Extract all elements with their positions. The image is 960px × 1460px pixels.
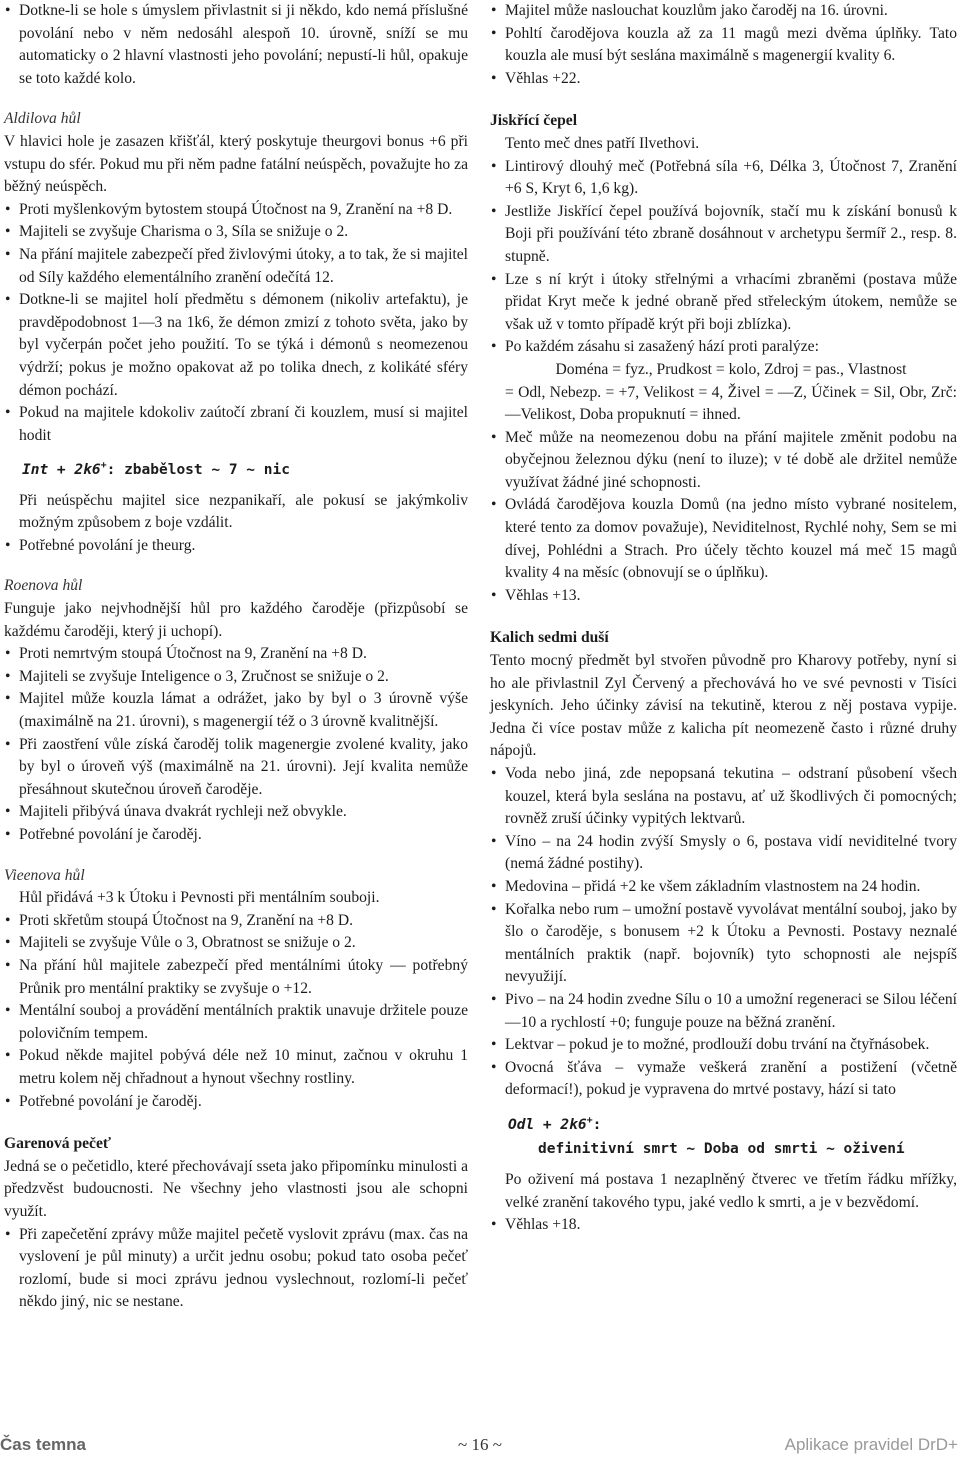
section-title-garen: Garenová pečeť	[4, 1135, 112, 1153]
section-desc: Tento mocný předmět byl stvořen původně pro Kharovy potřeby, nyní si ho ale přivlastnil Zyl Červený a přechovává ho ve své pevnosti v Tisíci jeskyních. Jeho účinky závisí na tekutině, kterou z něj postava vypije. Jedna či více postav může z kalicha pít neomezeně často i různé druhy nápojů.	[490, 652, 957, 760]
section-title-vieen: Vieenova hůl	[4, 866, 85, 884]
list-item: • Pokud někde majitel pobývá déle než 10 minut, začnou v okruhu 1 metru kolem něj chřadnout a hynout všechny rostliny.	[4, 1045, 468, 1090]
roll-formula-end: :	[592, 1116, 602, 1133]
list-item: • Majitel může naslouchat kouzlům jako čaroděj na 16. úrovni.	[490, 0, 957, 23]
list-item: • Ovocná šťáva – vymaže veškerá zranění a postižení (včetně deformací!), pokud je vypravena do mrtvé postavy, hází si tato	[490, 1057, 957, 1102]
section-desc: V hlavici hole je zasazen křišťál, který poskytuje theurgovi bonus +6 při vstupu do sfér. Pokud mu při něm padne fatální neúspěch, považujte ho za běžný neúspěch.	[4, 132, 468, 196]
roll-formula-sup: +	[100, 460, 107, 472]
list-item: • Při zaostření vůle získá čaroděj tolik magenergie zvolené kvality, jako by byl o úroveň výš (maximálně na 21. úrovni). Její kvalita nemůže přesáhnout skutečnou úroveň čaroděje.	[4, 734, 468, 802]
roll-formula	[22, 455, 468, 481]
section-desc: Hůl přidává +3 k Útoku i Pevnosti při mentálním souboji.	[19, 889, 380, 907]
list-item: • Mentální souboj a provádění mentálních praktik unavuje držitele pouze polovičním tempem.	[4, 1000, 468, 1045]
section-title-roen: Roenova hůl	[4, 577, 83, 595]
section-title-jisk: Jiskřící čepel	[490, 112, 578, 130]
aldil-list-end	[4, 535, 468, 558]
list-item: • Potřebné povolání je čaroděj.	[4, 824, 468, 847]
section-desc: Jedná se o pečetidlo, které přechovávají sseta jako připomínku minulosti a předzvěst budoucnosti. Ne všechny jeho vlastnosti jsou ale schopni využít.	[4, 1157, 468, 1220]
roll-formula-start: Int + 2k6	[22, 462, 101, 479]
list-item: • Pohltí čarodějova kouzla až za 11 magů mezi dvěma úplňky. Tato kouzla ale musí být seslána maximálně s magenergií kvality 6.	[490, 23, 957, 68]
list-item: • Víno – na 24 hodin zvýší Smysly o 6, postava vidí neviditelné tvory (nemá žádné postihy).	[490, 831, 957, 876]
roll-formula	[508, 1110, 957, 1136]
roll-formula-end: : zbabělost ~ 7 ~ nic	[106, 462, 290, 479]
section-title-aldil: Aldilova hůl	[4, 110, 81, 128]
list-item: • Proti myšlenkovým bytostem stoupá Útočnost na 9, Zranění na +8 D.	[4, 199, 468, 222]
list-item: • Věhlas +22.	[490, 68, 957, 91]
roll-result-text: Po oživení má postava 1 nezaplněný čtverec ve třetím řádku mřížky, velké zranění takového typu, jaké vedlo k smrti, a je v bezvědomí.	[505, 1170, 957, 1211]
list-item: • Voda nebo jiná, zde nepopsaná tekutina – odstraní působení všech kouzel, která byla seslána na postavu, ať už škodlivých či pomocných; rovněž zruší účinky vypitých lektvarů.	[490, 763, 957, 831]
list-item: • Proti nemrtvým stoupá Útočnost na 9, Zranění na +8 D.	[4, 643, 468, 666]
list-item: • Lektvar – pokud je to možné, prodlouží dobu trvání na čtyřnásobek.	[490, 1034, 957, 1057]
roll-formula-sup: +	[586, 1114, 593, 1126]
list-item: • Potřebné povolání je theurg.	[4, 535, 468, 558]
list-item: • Dotkne-li se majitel holí předmětu s démonem (nikoliv artefaktu), je pravděpodobnost 1—3 na 1k6, že démon zmizí z tohoto světa, jako by byl vyčerpán počet jeho použití. To se týká i démonů s neomezenou výdrží; pokus je možno opakovat až po tolika dnech, z kolikáté sféry démon pochází.	[4, 289, 468, 402]
garen-list	[4, 1224, 468, 1314]
list-item: • Meč může na neomezenou dobu na přání majitele změnit podobu na obyčejnou železnou dýku (není to iluze); v té době ale držitel nemůže využívat žádné jiné schopnosti.	[490, 427, 957, 495]
jisk-list	[490, 156, 957, 359]
list-item: • Věhlas +13.	[490, 585, 957, 608]
list-item: • Majitel může kouzla lámat a odrážet, jako by byl o 3 úrovně výše (maximálně na 21. úrovni), s magenergií též o 3 úrovně kvalitnější.	[4, 688, 468, 733]
section-desc: Funguje jako nejvhodnější hůl pro každého čaroděje (přizpůsobí se každému čaroději, který ji uchopí).	[4, 600, 468, 640]
list-item: • Věhlas +18.	[490, 1214, 957, 1237]
intro-list	[4, 0, 468, 90]
list-item: • Majiteli přibývá únava dvakrát rychleji než obvykle.	[4, 801, 468, 824]
list-item: • Potřebné povolání je čaroděj.	[4, 1091, 468, 1114]
list-item: • Ovládá čarodějova kouzla Domů (na jedno místo vybrané nositelem, které tento za domov považuje), Neviditelnost, Rychlé nohy, Sem se mi dívej, Pohlédni a Strach. Pro účely těchto kouzel má meč 15 magů kvality 4 na měsíc (obnovují se o úplňku).	[490, 494, 957, 584]
page-footer	[0, 1434, 960, 1460]
list-item: • Pivo – na 24 hodin zvedne Sílu o 10 a umožní regeneraci se Silou léčení —10 a rychlostí +0; funguje pouze na běžná zranění.	[490, 989, 957, 1034]
list-item: • Pokud na majitele kdokoliv zaútočí zbraní či kouzlem, musí si majitel hodit	[4, 402, 468, 447]
list-item: • Lintirový dlouhý meč (Potřebná síla +6, Délka 3, Útočnost 7, Zranění +6 S, Kryt 6, 1,6 kg).	[490, 156, 957, 201]
footer-chapter-title: Čas temna	[0, 1435, 86, 1454]
list-item: • Lze s ní krýt i útoky střelnými a vrhacími zbraněmi (postava může přidat Kryt meče k jedné obraně před střeleckým útokem, nemůže se však už v tomto případě krýt při boji zblízka).	[490, 269, 957, 337]
footer-book-title: Aplikace pravidel DrD+	[784, 1435, 958, 1454]
kalich-list-end	[490, 1214, 957, 1237]
list-item: • Majiteli se zvyšuje Vůle o 3, Obratnost se snižuje o 2.	[4, 932, 468, 955]
vieen-list	[4, 910, 468, 1113]
list-item: • Majiteli se zvyšuje Inteligence o 3, Zručnost se snižuje o 2.	[4, 666, 468, 689]
list-item: • Majiteli se zvyšuje Charisma o 3, Síla se snižuje o 2.	[4, 221, 468, 244]
right-column	[490, 0, 957, 1237]
list-item: • Při zapečetění zprávy může majitel pečetě vyslovit zprávu (max. čas na vyslovení je půl minuty) a určit jednu osobu; pokud tato osoba pečeť rozlomí, bude si moci zprávu jednou vyslechnout, rozlomí-li pečeť někdo jiný, nic se nestane.	[4, 1224, 468, 1314]
paralysis-line-1: Doména = fyz., Prudkost = kolo, Zdroj = pas., Vlastnost	[555, 360, 907, 378]
roll-formula-start: Odl + 2k6	[508, 1116, 587, 1133]
left-column	[4, 0, 468, 1314]
list-item: • Na přání hůl majitele zabezpečí před mentálními útoky — potřebný Průnik pro mentální praktiky se zvyšuje o +12.	[4, 955, 468, 1000]
list-item: • Jestliže Jiskřící čepel používá bojovník, stačí mu k získání bonusů k Boji při používání této zbraně dosáhnout v archetypu šermíř 2., resp. 8. stupně.	[490, 201, 957, 269]
roen-list	[4, 643, 468, 846]
section-title-kalich: Kalich sedmi duší	[490, 629, 609, 647]
list-item: • Po každém zásahu si zasažený hází proti paralýze:	[490, 336, 957, 359]
continued-list	[490, 0, 957, 90]
section-desc: Tento meč dnes patří Ilvethovi.	[505, 134, 700, 152]
list-item: • Na přání majitele zabezpečí před živlovými útoky, a to tak, že si majitel od Síly každého elementálního zranění odečítá 12.	[4, 244, 468, 289]
aldil-list	[4, 199, 468, 448]
roll-result-text: Při neúspěchu majitel sice nezpanikaří, ale pokusí se jakýmkoliv možným způsobem z boje vzdálit.	[19, 491, 468, 532]
page-number: ~ 16 ~	[458, 1435, 502, 1454]
kalich-list	[490, 763, 957, 1102]
list-item: • Dotkne-li se hole s úmyslem přivlastnit si ji někdo, kdo nemá příslušné povolání nebo v něm nedosáhl alespoň 10. úrovně, sníží se mu automaticky o 2 hlavní vlastnosti jeho povolání; nepustí-li hůl, opakuje se toto každé kolo.	[4, 0, 468, 90]
list-item: • Kořalka nebo rum – umožní postavě vyvolávat mentální souboj, jako by šlo o čaroděje, s bonusem +2 k Útoku a Pevnosti. Postavy neznalé mentálních praktik (např. bojovník) tyto schopnosti ale nejspíš nevyužijí.	[490, 899, 957, 989]
jisk-list-b	[490, 427, 957, 608]
roll-formula-line-2: definitivní smrt ~ Doba od smrti ~ oživení	[538, 1141, 905, 1158]
list-item: • Proti skřetům stoupá Útočnost na 9, Zranění na +8 D.	[4, 910, 468, 933]
paralysis-text: = Odl, Nebezp. = +7, Velikost = 4, Živel = —Z, Účinek = Sil, Obr, Zrč: —Velikost, Doba propuknutí = ihned.	[505, 383, 957, 424]
list-item: • Medovina – přidá +2 ke všem základním vlastnostem na 24 hodin.	[490, 876, 957, 899]
